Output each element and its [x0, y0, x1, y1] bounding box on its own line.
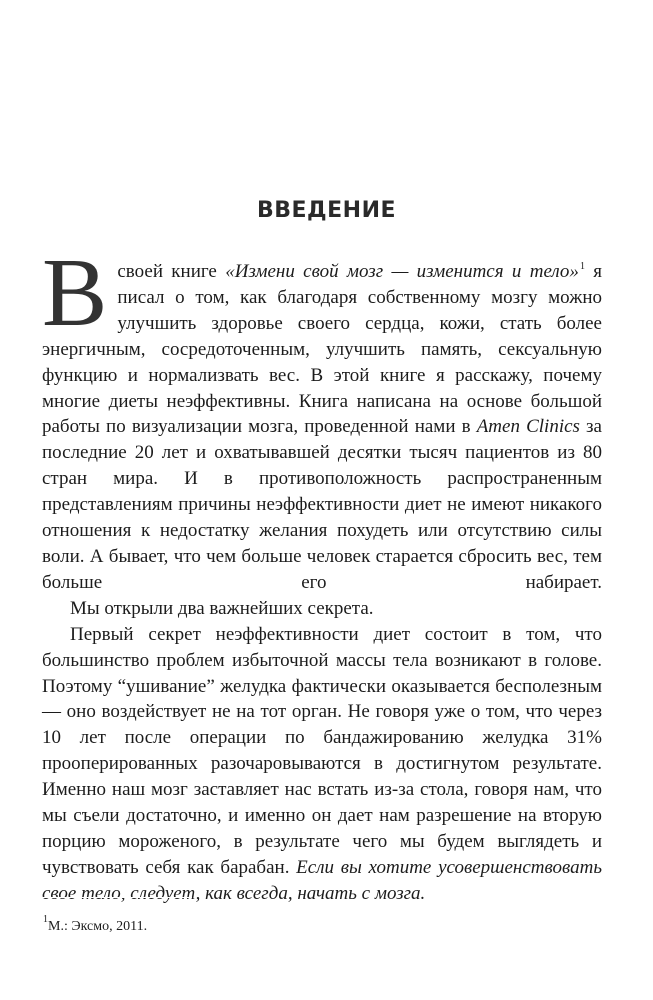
secrets-paragraph: Мы открыли два важнейших секрета. — [70, 597, 374, 619]
drop-cap: В — [42, 239, 108, 347]
intro-paragraph — [42, 239, 603, 596]
emphasis-text: Если вы хотите усовершенствовать свое тело, следует, как всегда, начать с мозга. — [42, 856, 602, 904]
intro-text: я писал о том, как благодаря собственному мозгу можно улучшить здоровье своего сердца, кожи, стать более энергичным, сосредоточенным, улучшить память, сексуальную функцию и нормализвать вес. В этой книге я расскажу, почему многие диеты неэффективны. Книга написана на основе большой работы по визуализации мозга, проведенной нами в — [42, 261, 603, 438]
footnote-mark: 1 — [43, 914, 48, 925]
intro-lead: своей книге — [117, 261, 226, 282]
footnote-text: М.: Эксмо, 2011. — [48, 919, 148, 934]
chapter-title: ВВЕДЕНИЕ — [256, 198, 397, 223]
clinic-name: Amen Clinics — [476, 416, 580, 438]
footnote-ref: 1 — [579, 261, 585, 272]
book-title: «Измени свой мозг — изменится и тело» — [225, 261, 579, 282]
footnote — [42, 911, 147, 936]
first-secret-text: Первый секрет неэффективности диет состоит в том, что большинство проблем избыточной массы тела возникают в голове. Поэтому “ушивание” желудка фактически оказывается бесполезным — оно воздействует не на тот орган. Не говоря уже о том, что через 10 лет после операции по бандажированию желудка 31% прооперированных разочаровываются в достигнутом результате. Именно наш мозг заставляет нас встать из-за стола, говоря нам, что мы съели достаточно, и именно он дает нам разрешение на вторую порцию мороженого, в результате чего мы будем выглядеть и чувствовать себя как барабан. — [42, 623, 602, 878]
body-text — [42, 239, 603, 907]
footnote-divider — [42, 897, 192, 898]
intro-text-end: за последние 20 лет и охватывавшей десятки тысяч пациентов из 80 стран мира. И в противоположность распространенным представлениям причины неэффективности диет не имеют никакого отношения к недостатку желания похудеть или отсутствию силы воли. А бывает, что чем больше человек старается сбросить вес, тем больше его набирает. — [42, 416, 602, 593]
first-secret-paragraph — [42, 622, 602, 907]
